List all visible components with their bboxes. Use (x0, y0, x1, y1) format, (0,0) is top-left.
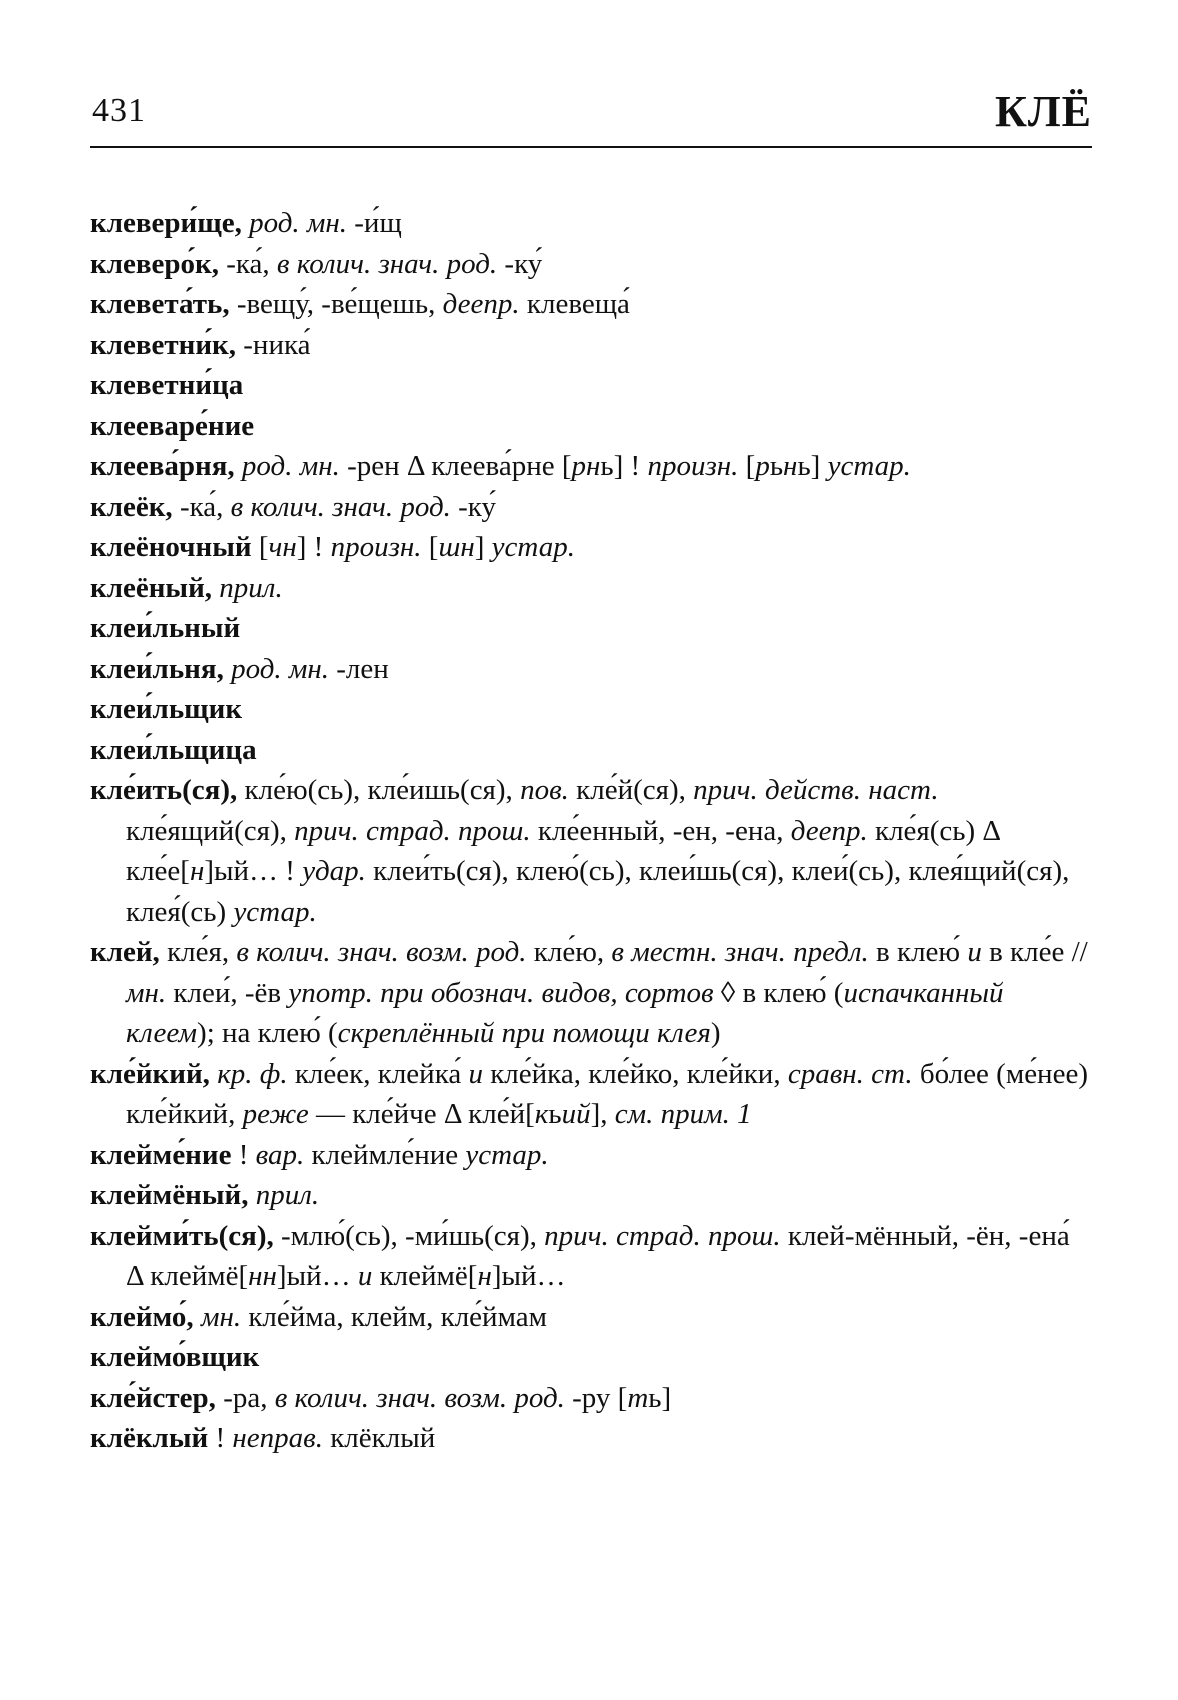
entry-text: клеймле́ние (304, 1138, 466, 1171)
headword: клеймо́вщик (90, 1341, 260, 1373)
grammar-label: род. мн. (249, 207, 348, 239)
dictionary-entry (90, 689, 1092, 730)
headword: клёклый (90, 1422, 209, 1454)
headword: клевери́ще, (90, 207, 242, 239)
entry-text: ]ый… ! (204, 855, 303, 887)
dictionary-entry (90, 1297, 1092, 1338)
grammar-label: в колич. знач. возм. род. (236, 936, 527, 968)
grammar-label: пов. (520, 774, 569, 806)
entry-text: ь] ! (600, 450, 648, 482)
entry-text: клёклый (322, 1422, 436, 1454)
entry-text: кле́ящий(ся), (126, 814, 295, 847)
entry-text: ! (208, 1422, 233, 1454)
grammar-label: шн (438, 531, 475, 563)
grammar-label: устар. (827, 450, 911, 482)
dictionary-entry (90, 932, 1092, 1054)
entry-text: -ка́, (218, 247, 277, 280)
grammar-label: сравн. ст. (787, 1057, 913, 1090)
grammar-label: см. прим. 1 (614, 1098, 752, 1130)
entry-text: [ (421, 531, 439, 563)
grammar-label: реже (242, 1098, 309, 1130)
grammar-label: н (477, 1260, 492, 1292)
entry-text: -ку́ (450, 490, 496, 523)
dictionary-entry (90, 730, 1092, 771)
grammar-label: чн (268, 531, 297, 563)
entry-text: в кле́е // (981, 936, 1088, 968)
headword: клейми́ть(ся), (90, 1219, 274, 1252)
grammar-label: произн. (647, 450, 739, 482)
grammar-label: испачканный клеем (126, 976, 1004, 1049)
entry-text: -ра, (215, 1381, 275, 1414)
grammar-label: в местн. знач. предл. (611, 936, 869, 968)
entry-text: ); на клею́ ( (197, 1017, 338, 1049)
grammar-label: произн. (330, 531, 422, 563)
entry-text: -ку́ (497, 247, 543, 280)
headword: клееваре́ние (90, 409, 255, 442)
entry-text: кле́ю(сь), кле́ишь(ся), (237, 774, 521, 806)
headword: кле́ить(ся), (90, 774, 238, 806)
entry-text: -и́щ (347, 207, 402, 239)
entry-text: -вещу́, -ве́щешь, (229, 288, 443, 320)
grammar-label: к (534, 1098, 549, 1130)
entry-text: клеи́, -ёв (166, 976, 289, 1009)
headword: клеймо́, (90, 1300, 194, 1333)
entry-text: -млю́(сь), -ми́шь(ся), (273, 1219, 545, 1252)
headword: клеёк, (90, 490, 173, 523)
dictionary-entry (90, 406, 1092, 447)
headword: клевета́ть, (90, 288, 230, 320)
grammar-label: и (967, 936, 982, 968)
grammar-label: скреплённый при помощи клея (337, 1017, 711, 1049)
headword: клей, (90, 936, 160, 968)
headword: клеева́рня, (90, 450, 235, 482)
entry-text: кле́енный, -ен, -ена, (530, 814, 791, 847)
grammar-label: прил. (255, 1179, 320, 1211)
entry-text: кле́я(сь) Δ кле́е[ (126, 814, 1000, 887)
entry-list (90, 203, 1092, 1459)
dictionary-entry (90, 365, 1092, 406)
entry-text: бо́лее (ме́нее) кле́йкий, (126, 1057, 1088, 1130)
grammar-label: и (468, 1057, 483, 1090)
entry-text: ]ый… (491, 1260, 566, 1292)
entry-text: ь (548, 1098, 562, 1130)
dictionary-entry (90, 1175, 1092, 1216)
entry-text: [ (251, 531, 269, 563)
headword: клеи́льщица (90, 733, 257, 766)
dictionary-entry (90, 284, 1092, 325)
entry-text (242, 207, 249, 239)
entry-text: ] ! (296, 531, 331, 563)
headword: кле́йкий, (90, 1057, 210, 1090)
entry-text: ]ый… (276, 1260, 358, 1292)
dictionary-entry (90, 487, 1092, 528)
dictionary-entry (90, 1054, 1092, 1135)
entry-text: в клею́ (868, 936, 968, 968)
entry-text (224, 653, 231, 685)
grammar-label: вар. (255, 1138, 305, 1171)
headword: клеёный, (90, 571, 213, 604)
running-head: КЛЁ (994, 87, 1092, 136)
entry-text: [ (738, 450, 756, 482)
page-number: 431 (92, 92, 146, 129)
dictionary-entry (90, 244, 1092, 285)
grammar-label: н (189, 855, 205, 887)
entry-text: клеи́ть(ся), клею́(сь), клеи́шь(ся), клеи́(сь), клея́щий(ся), клея́(сь) (126, 855, 1070, 928)
grammar-label: род. мн. (241, 450, 340, 482)
dictionary-entry (90, 770, 1092, 932)
grammar-label: мн. (126, 976, 167, 1009)
grammar-label: удар. (302, 855, 366, 887)
grammar-label: н (783, 450, 798, 482)
grammar-label: прич. страд. прош. (294, 814, 531, 847)
dictionary-entry (90, 1135, 1092, 1176)
grammar-label: устар. (491, 531, 575, 563)
headword: клеёночный (90, 531, 252, 563)
entry-text: ], (590, 1098, 615, 1130)
grammar-label: р (755, 450, 770, 482)
entry-text: ) (710, 1017, 721, 1049)
grammar-label: кр. ф. (217, 1057, 288, 1090)
grammar-label: ий (561, 1098, 591, 1130)
header-rule (90, 146, 1092, 148)
entry-text: ! (231, 1138, 256, 1171)
grammar-label: род. мн. (231, 652, 330, 685)
dictionary-entry (90, 1337, 1092, 1378)
headword: клеи́льня, (90, 652, 224, 685)
entry-text (194, 1301, 201, 1333)
entry-text: -рен Δ клеева́рне [ (339, 450, 572, 482)
grammar-label: деепр. (790, 814, 868, 847)
entry-text: кле́ю, (526, 936, 612, 968)
headword: клеветни́ца (90, 369, 244, 401)
entry-text: -ника́ (236, 328, 311, 361)
entry-text: кле́я, (159, 936, 237, 968)
entry-text: ь] (797, 450, 828, 482)
grammar-label: прич. страд. прош. (544, 1219, 781, 1252)
grammar-label: прил. (219, 571, 283, 604)
entry-text: кле́ек, клейка́ (287, 1057, 469, 1090)
dictionary-entry (90, 446, 1092, 487)
dictionary-entry (90, 1418, 1092, 1459)
grammar-label: устар. (465, 1138, 549, 1171)
entry-text: -ру [ (564, 1381, 628, 1414)
dictionary-entry (90, 568, 1092, 609)
dictionary-entry (90, 325, 1092, 366)
headword: клеветни́к, (90, 328, 237, 361)
grammar-label: т (627, 1381, 649, 1414)
grammar-label: в колич. знач. возм. род. (274, 1381, 565, 1414)
dictionary-entry (90, 1216, 1092, 1297)
dictionary-entry (90, 649, 1092, 690)
entry-text: клевеща́ (519, 288, 630, 320)
entry-text: клей-мённый, -ён, -ена́ Δ клеймё[ (126, 1219, 1070, 1292)
headword: клеймёный, (90, 1179, 249, 1211)
grammar-label: употр. при обознач. видов, сортов (288, 976, 714, 1009)
grammar-label: нн (248, 1260, 277, 1292)
entry-text (235, 450, 242, 482)
headword: клеверо́к, (90, 247, 219, 280)
entry-text: -лен (329, 652, 389, 685)
dictionary-entry (90, 527, 1092, 568)
headword: клеи́льный (90, 612, 241, 644)
grammar-label: неправ. (232, 1422, 323, 1454)
entry-text: ] (474, 531, 492, 563)
entry-text: кле́й(ся), (568, 774, 694, 806)
entry-text: кле́йма, клейм, кле́ймам (241, 1300, 547, 1333)
dictionary-entry (90, 608, 1092, 649)
entry-text: -ка́, (172, 490, 231, 523)
entry-text: клеймё[ (372, 1260, 478, 1292)
entry-text: — кле́йче Δ кле́й[ (308, 1098, 535, 1130)
grammar-label: в колич. знач. род. (230, 490, 451, 523)
entry-text: ь] (648, 1381, 672, 1414)
grammar-label: мн. (200, 1300, 242, 1333)
headword: кле́йстер, (90, 1381, 216, 1414)
headword: клейме́ние (90, 1138, 232, 1171)
entry-text: ◊ в клею́ ( (713, 976, 844, 1009)
grammar-label: и (357, 1260, 373, 1292)
grammar-label: в колич. знач. род. (276, 247, 498, 280)
grammar-label: прич. действ. наст. (693, 774, 939, 806)
entry-text (249, 1179, 256, 1211)
grammar-label: рн (571, 450, 601, 482)
entry-text: кле́йка, кле́йко, кле́йки, (482, 1057, 788, 1090)
grammar-label: устар. (233, 895, 317, 928)
dictionary-entry (90, 1378, 1092, 1419)
grammar-label: деепр. (442, 288, 520, 320)
headword: клеи́льщик (90, 693, 243, 725)
dictionary-entry (90, 203, 1092, 244)
entry-text: ь (769, 450, 784, 482)
